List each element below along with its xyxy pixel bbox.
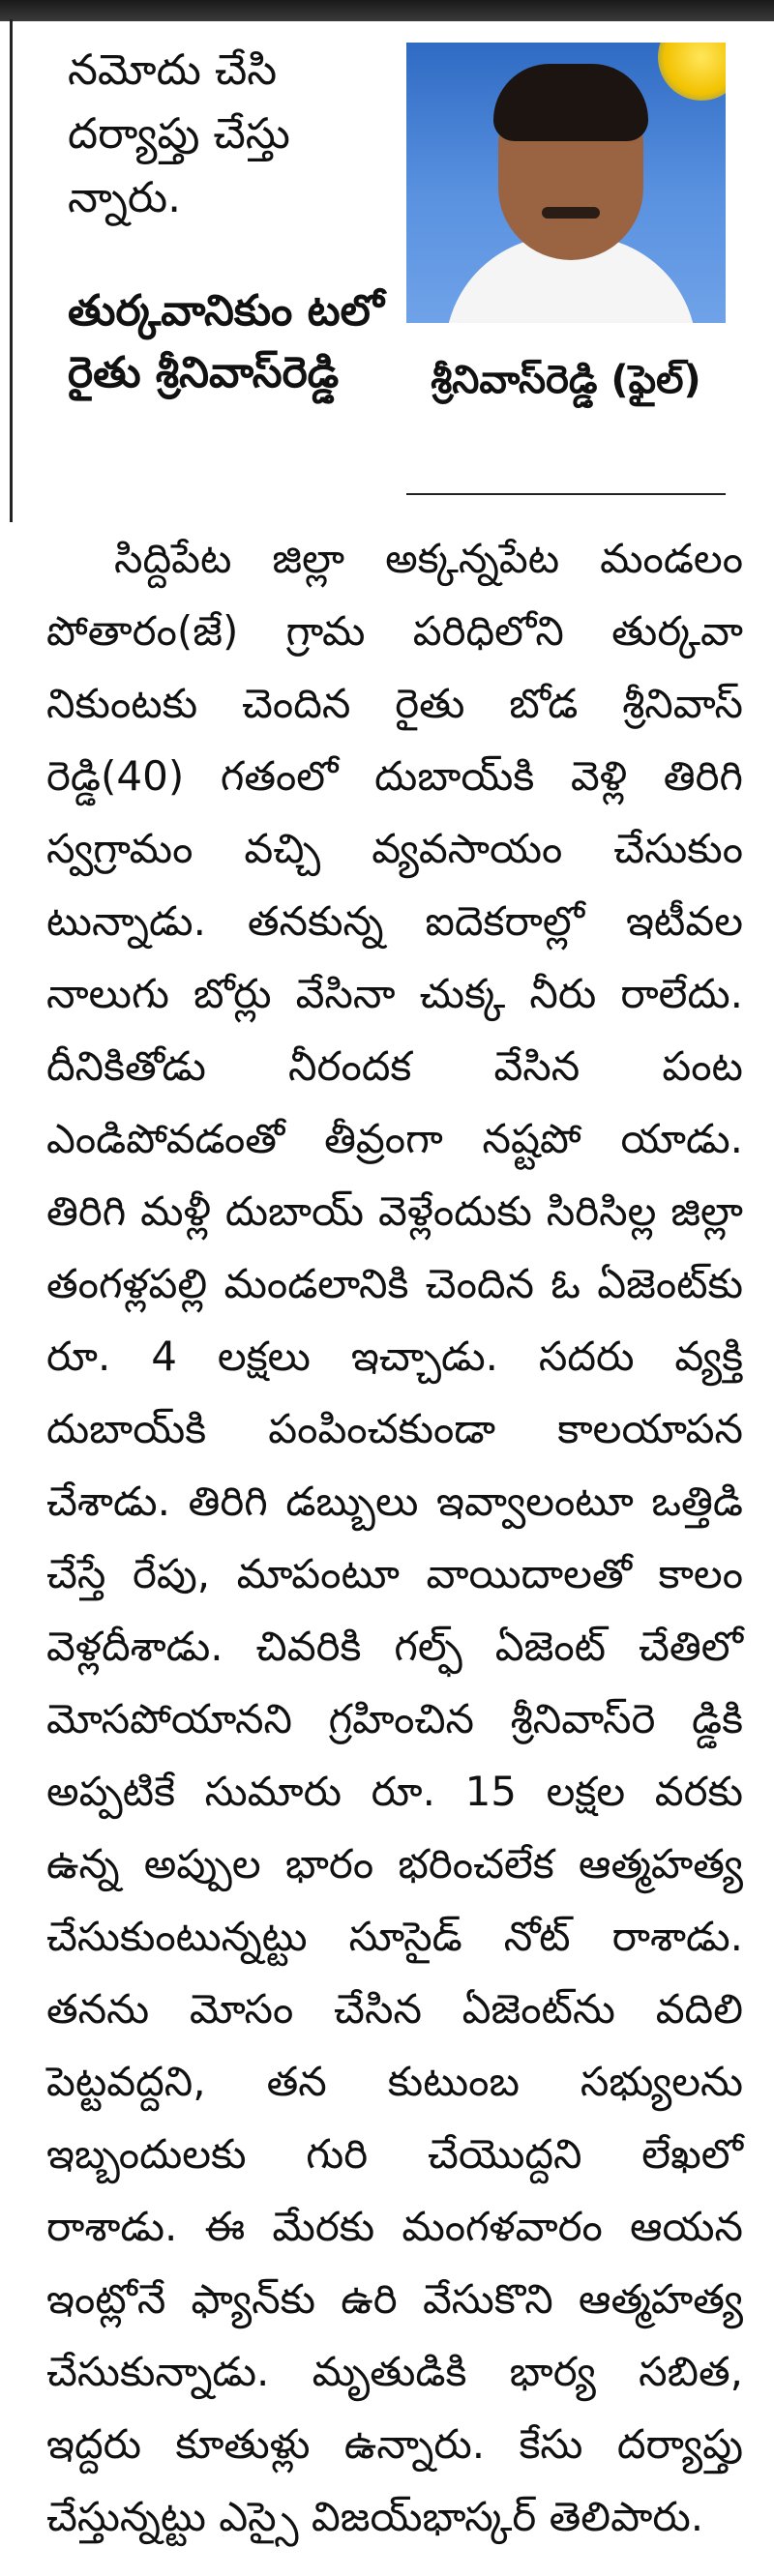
- column-divider: [10, 19, 13, 522]
- page-top-strip: [0, 0, 774, 21]
- farmer-photo: [406, 43, 726, 323]
- caption-divider: [406, 493, 726, 495]
- article-body: సిద్దిపేట జిల్లా అక్కన్నపేట మండలం పోతారం(జే) గ్రామ పరిధిలోని తుర్కవా నికుంటకు చెందిన రైతు బోడ శ్రీనివాస్‌ రెడ్డి(40) గతంలో దుబాయ్‌కి వెళ్లి తిరిగి స్వగ్రామం వచ్చి వ్యవసాయం చేసుకుం టున్నాడు. తనకున్న ఐదెకరాల్లో ఇటీవల నాలుగు బోర్లు వేసినా చుక్క నీరు రాలేదు. దీనికితోడు నీరందక వేసిన పంట ఎండిపోవడంతో తీవ్రంగా నష్టపో యాడు. తిరిగి మళ్లీ దుబాయ్‌ వెళ్లేందుకు సిరిసిల్ల జిల్లా తంగళ్లపల్లి మండలానికి చెందిన ఓ ఏజెంట్‌కు రూ. 4 లక్షలు ఇచ్చాడు. సదరు వ్యక్తి దుబాయ్‌కి పంపించకుండా కాలయాపన చేశాడు. తిరిగి డబ్బులు ఇవ్వాలంటూ ఒత్తిడి చేస్తే రేపు, మాపంటూ వాయిదాలతో కాలం వెళ్లదీశాడు. చివరికి గల్ఫ్‌ ఏజెంట్‌ చేతిలో మోసపోయానని గ్రహించిన శ్రీనివాస్‌రె డ్డికి అప్పటికే సుమారు రూ. 15 లక్షల వరకు ఉన్న అప్పుల భారం భరించలేక ఆత్మహత్య చేసుకుంటున్నట్టు సూసైడ్‌ నోట్‌ రాశాడు. తనను మోసం చేసిన ఏజెంట్‌ను వదిలి పెట్టవద్దని, తన కుటుంబ సభ్యులను ఇబ్బందులకు గురి చేయొద్దని లేఖలో రాశాడు. ఈ మేరకు మంగళవారం ఆయన ఇంట్లోనే ఫ్యాన్‌కు ఉరి వేసుకొని ఆత్మహత్య చేసుకున్నాడు. మృతుడికి భార్య సబిత, ఇద్దరు కూతుళ్లు ఉన్నారు. కేసు దర్యాప్తు చేస్తున్నట్టు ఎస్సై విజయ్‌భాస్కర్‌ తెలిపారు.: [46, 535, 743, 2540]
- intro-text: నమోదు చేసి దర్యాప్తు చేస్తు న్నారు.: [68, 45, 290, 222]
- article-headline: తుర్కవానికుం టలో రైతు శ్రీనివాస్‌రెడ్డి: [68, 286, 384, 397]
- photo-caption: శ్రీనివాస్‌రెడ్డి (ఫైల్‌): [431, 358, 701, 402]
